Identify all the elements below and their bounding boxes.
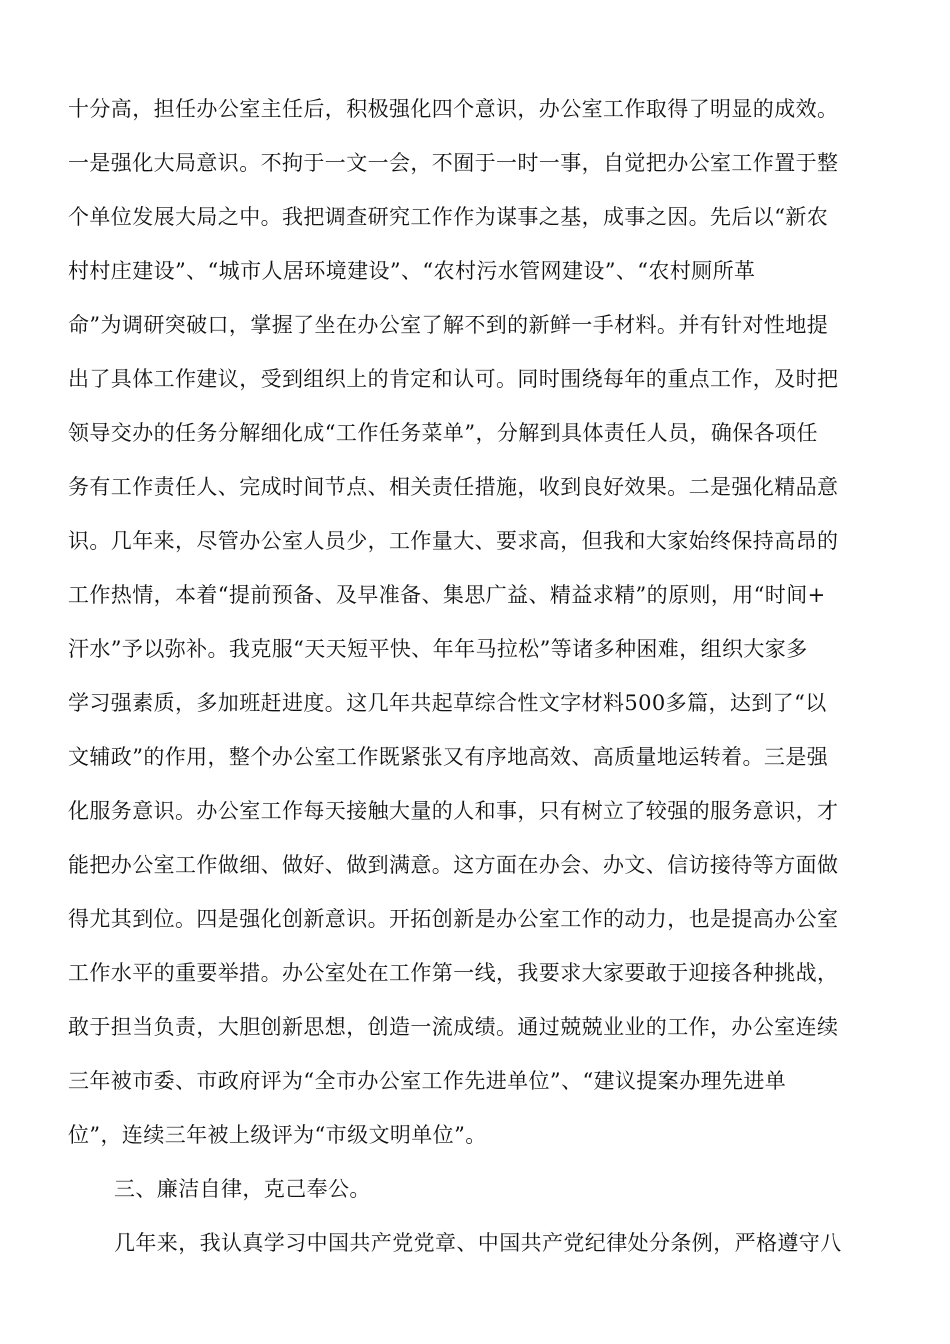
text-line: 识。几年来，尽管办公室人员少，工作量大、要求高，但我和大家始终保持高昂的: [68, 529, 839, 553]
text-line: 工作水平的重要举措。办公室处在工作第一线，我要求大家要敢于迎接各种挑战，: [68, 961, 839, 985]
text-line: 文辅政”的作用，整个办公室工作既紧张又有序地高效、高质量地运转着。三是强: [68, 745, 829, 769]
section-heading: 三、廉洁自律，克己奉公。: [114, 1177, 371, 1201]
text-line: 位”，连续三年被上级评为“市级文明单位”。: [68, 1123, 487, 1147]
text-line: 村村庄建设”、“城市人居环境建设”、“农村污水管网建设”、“农村厕所革: [68, 259, 756, 283]
text-line: 三年被市委、市政府评为“全市办公室工作先进单位”、“建议提案办理先进单: [68, 1069, 787, 1093]
text-line: 一是强化大局意识。不拘于一文一会，不囿于一时一事，自觉把办公室工作置于整: [68, 151, 839, 175]
text-line: 工作热情，本着“提前预备、及早准备、集思广益、精益求精”的原则，用“时间+: [68, 583, 826, 607]
text-line: 学习强素质，多加班赶进度。这几年共起草综合性文字材料500多篇，达到了“以: [68, 691, 827, 715]
text-line: 化服务意识。办公室工作每天接触大量的人和事，只有树立了较强的服务意识，才: [68, 799, 839, 823]
text-line: 命”为调研突破口，掌握了坐在办公室了解不到的新鲜一手材料。并有针对性地提: [68, 313, 829, 337]
text-line: 汗水”予以弥补。我克服“天天短平快、年年马拉松”等诸多种困难，组织大家多: [68, 637, 808, 661]
text-line: 个单位发展大局之中。我把调查研究工作作为谋事之基，成事之因。先后以“新农: [68, 205, 829, 229]
text-line: 能把办公室工作做细、做好、做到满意。这方面在办会、办文、信访接待等方面做: [68, 853, 839, 877]
text-line: 得尤其到位。四是强化创新意识。开拓创新是办公室工作的动力，也是提高办公室: [68, 907, 839, 931]
text-line: 几年来，我认真学习中国共产党党章、中国共产党纪律处分条例，严格遵守八: [114, 1231, 842, 1255]
text-line: 领导交办的任务分解细化成“工作任务菜单”，分解到具体责任人员，确保各项任: [68, 421, 818, 445]
text-line: 敢于担当负责，大胆创新思想，创造一流成绩。通过兢兢业业的工作，办公室连续: [68, 1015, 839, 1039]
text-line: 务有工作责任人、完成时间节点、相关责任措施，收到良好效果。二是强化精品意: [68, 475, 839, 499]
text-line: 出了具体工作建议，受到组织上的肯定和认可。同时围绕每年的重点工作，及时把: [68, 367, 839, 391]
text-line: 十分高，担任办公室主任后，积极强化四个意识，办公室工作取得了明显的成效。: [68, 97, 839, 121]
